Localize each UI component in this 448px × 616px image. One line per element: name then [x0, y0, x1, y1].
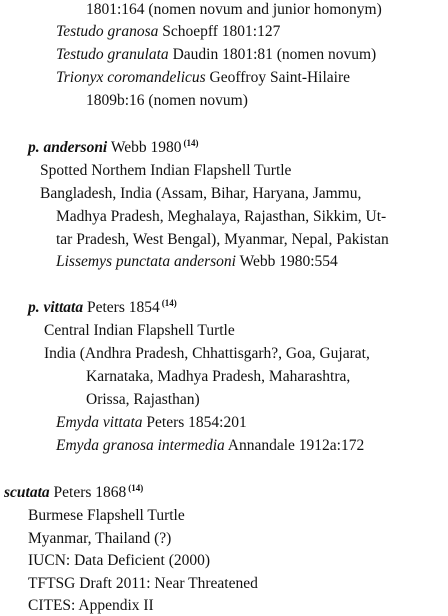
common-name [44, 321, 235, 341]
distribution-line [86, 390, 200, 410]
synonym-name: Trionyx coromandelicus [56, 69, 206, 86]
reference-marker: (14) [161, 298, 177, 308]
distribution-text: Madhya Pradesh, Meghalaya, Rajasthan, Sikkim, Ut- [56, 208, 387, 225]
taxon-name: p. andersoni [28, 139, 108, 156]
distribution-text: Bangladesh, India (Assam, Bihar, Haryana, Jammu, [40, 185, 362, 202]
synonym-citation: 1801:164 (nomen novum and junior homonym) [86, 1, 382, 18]
synonym-author: Peters 1854:201 [142, 414, 247, 431]
synonym-name: Testudo granosa [56, 23, 159, 40]
taxon-name: p. vittata [28, 299, 84, 316]
tftsg-status-text: TFTSG Draft 2011: Near Threatened [28, 575, 258, 592]
synonym-author: Geoffroy Saint-Hilaire [205, 69, 351, 86]
iucn-status [28, 551, 210, 571]
distribution-text: Myanmar, Thailand (?) [28, 530, 172, 547]
iucn-status-text: IUCN: Data Deficient (2000) [28, 552, 211, 569]
synonym-continuation-line [86, 0, 382, 20]
reference-marker: (14) [128, 483, 144, 493]
synonym-name: Emyda granosa intermedia [56, 437, 225, 454]
distribution-text: Karnataka, Madhya Pradesh, Maharashtra, [86, 368, 351, 385]
cites-status [28, 596, 154, 616]
synonym-name: Emyda vittata [56, 414, 143, 431]
synonym-continuation-line [86, 91, 248, 111]
taxon-heading [28, 138, 199, 158]
distribution-line [28, 529, 171, 549]
distribution-text: India (Andhra Pradesh, Chhattisgarh?, Goa, Gujarat, [44, 345, 370, 362]
synonym-author: Annandale 1912a:172 [224, 437, 365, 454]
synonym-author: Webb 1980:554 [235, 253, 338, 270]
taxon-author: Peters 1854 [83, 299, 160, 316]
distribution-line [56, 230, 389, 250]
synonym-author: Schoepff 1801:127 [158, 23, 281, 40]
distribution-text: tar Pradesh, West Bengal), Myanmar, Nepal, Pakistan [56, 231, 389, 248]
synonym-name: Testudo granulata [56, 46, 169, 63]
tftsg-status [28, 574, 258, 594]
synonym-entry [56, 68, 350, 88]
synonym-name: Lissemys punctata andersoni [56, 253, 236, 270]
distribution-line [40, 184, 361, 204]
common-name-text: Central Indian Flapshell Turtle [44, 322, 235, 339]
synonym-entry [56, 45, 376, 65]
synonym-author: Daudin 1801:81 (nomen novum) [168, 46, 377, 63]
distribution-line [44, 344, 370, 364]
taxon-heading [4, 483, 143, 503]
distribution-line [56, 207, 386, 227]
common-name-text: Spotted Northem Indian Flapshell Turtle [40, 162, 292, 179]
common-name-text: Burmese Flapshell Turtle [28, 507, 185, 524]
cites-status-text: CITES: Appendix II [28, 597, 154, 614]
distribution-text: Orissa, Rajasthan) [86, 391, 200, 408]
synonym-entry [56, 436, 364, 456]
common-name [40, 161, 291, 181]
reference-marker: (14) [183, 138, 199, 148]
taxon-author: Peters 1868 [49, 484, 127, 501]
common-name [28, 506, 185, 526]
taxon-name: scutata [4, 484, 50, 501]
taxon-author: Webb 1980 [107, 139, 182, 156]
synonym-entry [56, 413, 247, 433]
distribution-line [86, 367, 350, 387]
synonym-citation: 1809b:16 (nomen novum) [86, 92, 248, 109]
synonym-entry [56, 252, 338, 272]
synonym-entry [56, 22, 280, 42]
taxon-heading [28, 298, 177, 318]
